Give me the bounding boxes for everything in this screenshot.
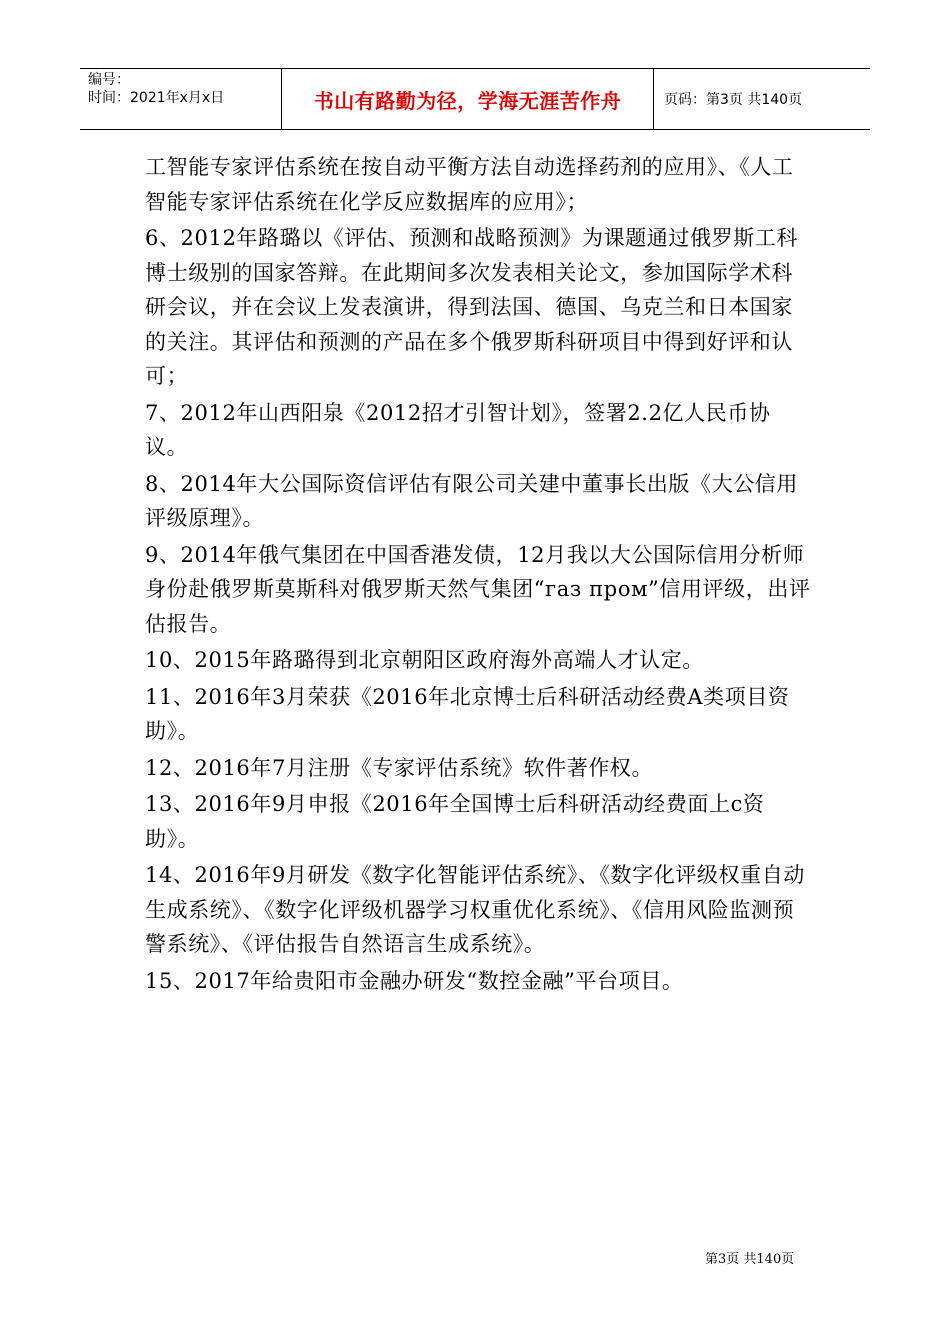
document-time-label: 时间：2021年x月x日 — [88, 90, 225, 106]
paragraph: 15、2017年给贵阳市金融办研发“数控金融”平台项目。 — [145, 968, 684, 993]
paragraph: 7、2012年山西阳泉《2012招才引智计划》，签署2.2亿人民币协议。 — [145, 400, 771, 459]
paragraph: 6、2012年路璐以《评估、预测和战略预测》为课题通过俄罗斯工科博士级别的国家答辩。在此期间多次发表相关论文，参加国际学术科研会议，并在会议上发表演讲，得到法国、德国、乌克兰和日本国家的关注。其评估和预测的产品在多个俄罗斯科研项目中得到好评和认可； — [145, 226, 799, 388]
paragraph: 14、2016年9月研发《数字化智能评估系统》、《数字化评级权重自动生成系统》、《数字化评级机器学习权重优化系统》、《信用风险监测预警系统》、《评估报告自然语言生成系统》。 — [145, 863, 805, 956]
header-page-number: 页码：第3页 共140页 — [664, 92, 803, 108]
page-header — [80, 68, 870, 130]
paragraph: 12、2016年7月注册《专家评估系统》软件著作权。 — [145, 755, 654, 780]
paragraph: 13、2016年9月申报《2016年全国博士后科研活动经费面上c资助》。 — [145, 792, 765, 851]
header-meta — [80, 69, 282, 129]
paragraph: 8、2014年大公国际资信评估有限公司关建中董事长出版《大公信用评级原理》。 — [145, 471, 799, 530]
paragraph: 工智能专家评估系统在按自动平衡方法自动选择药剂的应用》、《人工智能专家评估系统在化学反应数据库的应用》； — [145, 155, 794, 214]
page-footer: 第3页 共140页 — [705, 1252, 795, 1267]
header-motto: 书山有路勤为径，学海无涯苦作舟 — [282, 69, 654, 129]
document-body — [145, 150, 813, 998]
paragraph: 9、2014年俄气集团在中国香港发债，12月我以大公国际信用分析师身份赴俄罗斯莫斯科对俄罗斯天然气集团“газ пром”信用评级，出评估报告。 — [145, 542, 811, 636]
document-number-label: 编号： — [88, 72, 130, 88]
paragraph: 11、2016年3月荣获《2016年北京博士后科研活动经费A类项目资助》。 — [145, 684, 790, 743]
paragraph: 10、2015年路璐得到北京朝阳区政府海外高端人才认定。 — [145, 648, 704, 672]
